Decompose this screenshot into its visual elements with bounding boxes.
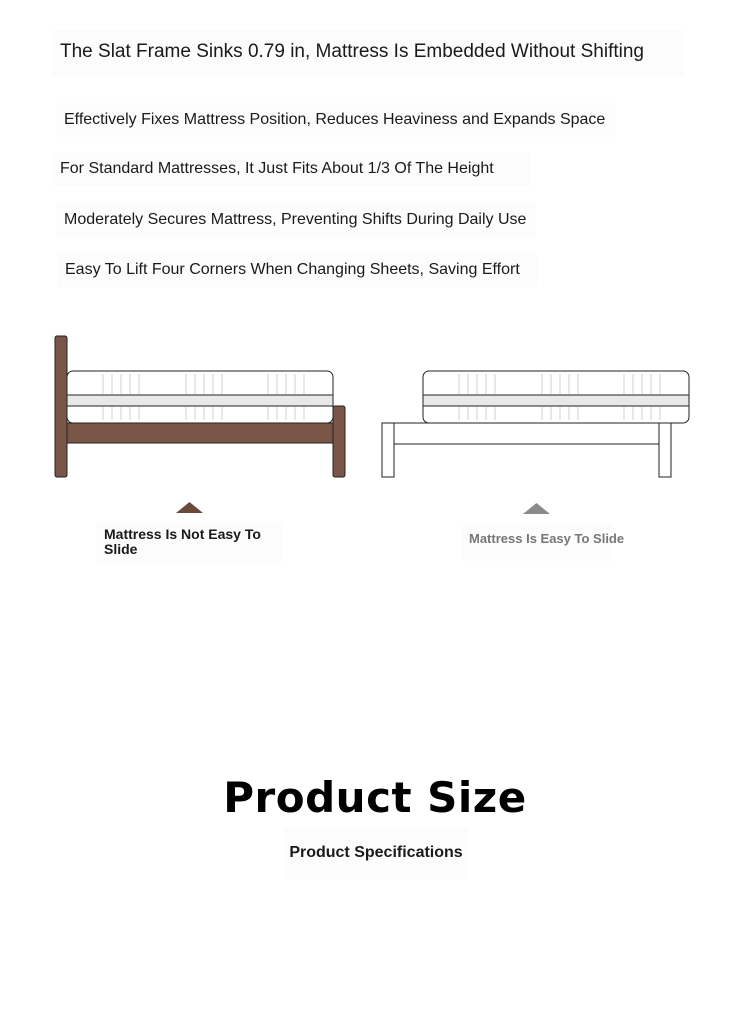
left-mattress-band bbox=[67, 395, 333, 406]
left-up-arrow-icon bbox=[176, 502, 203, 513]
right-caption: Mattress Is Easy To Slide bbox=[462, 525, 612, 561]
left-side-rail bbox=[67, 423, 333, 443]
right-bed bbox=[382, 371, 689, 514]
feature-line-1: Effectively Fixes Mattress Position, Reduces Heaviness and Expands Space bbox=[56, 103, 616, 137]
left-bed bbox=[55, 336, 345, 513]
section-title: Product Size bbox=[223, 773, 527, 822]
right-mattress-quilting bbox=[459, 374, 660, 420]
left-mattress-quilting bbox=[103, 374, 304, 420]
left-caption: Mattress Is Not Easy To Slide bbox=[96, 523, 282, 563]
section-subtitle: Product Specifications bbox=[284, 828, 468, 880]
feature-line-4: Easy To Lift Four Corners When Changing Sheets, Saving Effort bbox=[57, 253, 537, 287]
right-mattress bbox=[423, 371, 689, 423]
right-up-arrow-icon bbox=[523, 503, 550, 514]
headline: The Slat Frame Sinks 0.79 in, Mattress Is Embedded Without Shifting bbox=[52, 30, 684, 76]
right-foot-post bbox=[659, 423, 671, 477]
right-side-rail bbox=[394, 423, 659, 444]
feature-line-2: For Standard Mattresses, It Just Fits About 1/3 Of The Height bbox=[52, 152, 530, 186]
right-head-post bbox=[382, 423, 394, 477]
left-headboard-post bbox=[55, 336, 67, 477]
feature-line-3: Moderately Secures Mattress, Preventing Shifts During Daily Use bbox=[56, 203, 536, 237]
left-mattress bbox=[67, 371, 333, 423]
left-footboard-post bbox=[333, 406, 345, 477]
right-mattress-band bbox=[423, 395, 689, 406]
